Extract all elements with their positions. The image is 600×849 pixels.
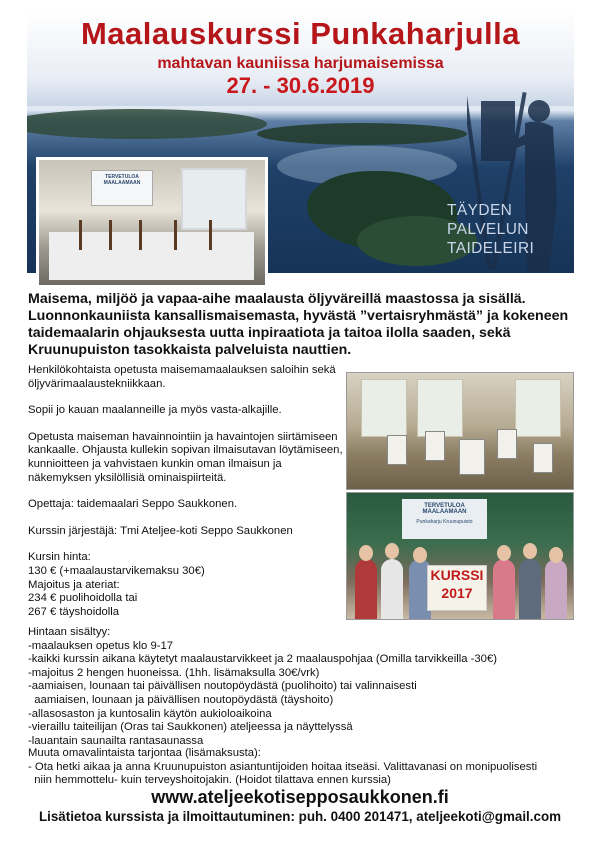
studio-window: [515, 379, 561, 437]
classroom-photo: [36, 157, 268, 288]
tagline: [447, 201, 574, 258]
easel: [459, 439, 485, 475]
description-p2: Sopii jo kauan maalanneille ja myös vasta-alkajille.: [28, 404, 282, 417]
person-head: [523, 543, 537, 559]
price-block: [28, 551, 348, 619]
tagline-line-1: TÄYDEN: [447, 202, 513, 219]
includes-line: aamiaisen, lounaan ja päivällisen noutopöydästä (täyshoito): [28, 693, 334, 706]
studio-easels-photo: [346, 372, 574, 490]
includes-line: -vieraillu taiteilijan (Oras tai Saukkonen) ateljeessa ja näyttelyssä: [28, 721, 353, 734]
easel: [533, 443, 553, 473]
brush-jar: [139, 220, 142, 250]
extras-line: Muuta omavalintaista tarjontaa (lisämaksusta):: [28, 747, 261, 759]
group-banner: [402, 499, 487, 539]
group-photo: [346, 492, 574, 620]
extras-line: - Ota hetki aikaa ja anna Kruunupuiston asiantuntijoiden hoitaa itseäsi. Valittavanasi on monipuolisesti: [28, 760, 538, 773]
studio-window: [417, 379, 463, 437]
includes-line: -aamiaisen, lounaan tai päivällisen noutopöydästä (puolihoito) tai valinnaisesti: [28, 680, 417, 693]
includes-line: -allasosaston ja kuntosalin käytön aukioloaikoina: [28, 707, 272, 720]
person-head: [549, 547, 563, 563]
person: [545, 559, 567, 619]
includes-line: -lauantain saunailta rantasaunassa: [28, 734, 204, 747]
group-banner-title: TERVETULOA MAALAAMAAN: [422, 503, 467, 515]
shore-left: [27, 109, 267, 139]
course-dates: 27. - 30.6.2019: [226, 73, 375, 98]
extras-list: [28, 747, 583, 788]
person-head: [413, 547, 427, 563]
teacher-line: Opettaja: taidemaalari Seppo Saukkonen.: [28, 498, 238, 511]
easel: [387, 435, 407, 465]
course-sign: [427, 565, 487, 611]
course-description: [28, 364, 348, 619]
sign-line-2: 2017: [441, 585, 473, 601]
person: [493, 559, 515, 619]
easel: [425, 431, 445, 461]
person-head: [497, 545, 511, 561]
price-line: 130 € (+maalaustarvikemaksu 30€): [28, 564, 205, 577]
classroom-window: [181, 168, 247, 230]
person: [519, 559, 541, 619]
tagline-line-2: PALVELUN: [447, 221, 529, 238]
course-title: Maalauskurssi Punkaharjulla: [80, 16, 521, 51]
includes-list: [28, 626, 583, 748]
projector-screen: [91, 170, 153, 206]
lead-paragraph: Maisema, miljöö ja vapaa-aihe maalausta öljyväreillä maastossa ja sisällä. Luonnonkauniista kansallismaisemasta, hyvästä ”vertaisryhmästä” ja kokeneen taidemaalarin ohjauksesta uutta inpiraatiota ja taitoa ilolla saaden, sekä Kruunupuiston tasokkaista palveluista nauttien.: [28, 291, 569, 358]
course-subtitle: mahtavan kauniissa harjumaisemissa: [157, 55, 444, 72]
tagline-line-3: TAIDELEIRI: [447, 240, 535, 257]
person-head: [359, 545, 373, 561]
website-link[interactable]: www.ateljeekotisepposaukkonen.fi: [151, 787, 449, 807]
extras-line: niin hemmottelu- kuin terveyshoitojakin. (Hoidot tilattava ennen kurssia): [28, 774, 391, 787]
price-line: 267 € täyshoidolla: [28, 605, 120, 618]
includes-line: Hintaan sisältyy:: [28, 626, 111, 638]
brush-jar: [109, 220, 112, 250]
easel: [497, 429, 517, 459]
organizer-line: Kurssin järjestäjä: Tmi Ateljee-koti Seppo Saukkonen: [28, 524, 293, 537]
person: [355, 559, 377, 619]
price-line: 234 € puolihoidolla tai: [28, 592, 138, 605]
includes-line: -majoitus 2 hengen huoneissa. (1hh. lisämaksulla 30€/vrk): [28, 666, 320, 679]
contact-line: Lisätietoa kurssista ja ilmoittautuminen: puh. 0400 201471, ateljeekoti@gmail.com: [38, 809, 562, 824]
person-head: [385, 543, 399, 559]
group-banner-sub: Punkaharju Kruunupuisto: [416, 519, 473, 525]
person: [381, 559, 403, 619]
brush-jar: [209, 220, 212, 250]
brush-jar: [79, 220, 82, 250]
price-line: Majoitus ja ateriat:: [28, 578, 120, 591]
description-p1: Henkilökohtaista opetusta maisemamaalauksen saloihin sekä öljyvärimaalaustekniikkaan.: [28, 364, 336, 390]
studio-window: [361, 379, 407, 437]
shore-far: [257, 123, 467, 145]
includes-line: -kaikki kurssin aikana käytetyt maalaustarvikkeet ja 2 maalauspohjaa (Omilla tarvikkeilla -30€): [28, 653, 498, 666]
brush-jar: [174, 220, 177, 250]
includes-line: -maalauksen opetus klo 9-17: [28, 639, 174, 652]
sign-line-1: KURSSI: [430, 567, 484, 583]
description-p3: Opetusta maiseman havainnointiin ja havaintojen siirtämiseen kankaalle. Ohjausta kullekin sopivan ilmaisutavan löytämiseen, kunnioitteen ja vahvistaen kunkin oman ilmaisun ja näkemyksen yksilöllisiä ominaispiirteitä.: [28, 430, 343, 484]
screen-text: TERVETULOA MAALAAMAAN: [103, 174, 141, 186]
price-line: Kursin hinta:: [28, 551, 91, 564]
